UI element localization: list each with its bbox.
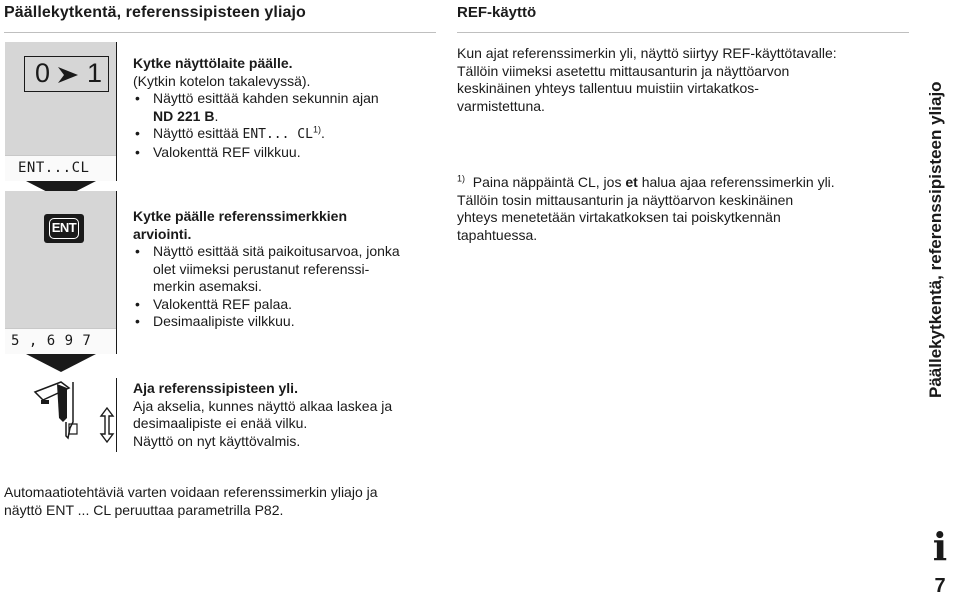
- list-item: • Desimaalipiste vilkkuu.: [133, 313, 400, 331]
- text-line: [457, 174, 897, 192]
- footnote-text: halua ajaa referenssimerkin yli.: [641, 174, 835, 190]
- lcd-inline-text: ENT... CL: [242, 127, 313, 142]
- step3-heading: Aja referenssipisteen yli.: [133, 380, 298, 396]
- list-item: • Valokenttä REF palaa.: [133, 296, 400, 314]
- lcd-readout-ent-cl: [5, 155, 117, 181]
- display-panel-power-on: [5, 42, 117, 181]
- footnote: [457, 174, 897, 244]
- step1-subline: (Kytkin kotelon takalevyssä).: [133, 72, 311, 89]
- page-title: Päällekytkentä, referenssipisteen yliajo: [4, 4, 306, 21]
- step2-heading-l2: arviointi.: [133, 225, 192, 242]
- text-line: Automaatiotehtäviä varten voidaan referenssimerkin yliajo ja: [4, 484, 378, 500]
- lcd-text: ENT...CL: [18, 160, 90, 176]
- emphasis-text: et: [625, 174, 638, 190]
- side-tab: [920, 0, 960, 610]
- step1-heading: Kytke näyttölaite päälle.: [133, 55, 293, 71]
- footnote-text: Paina näppäintä CL, jos: [472, 174, 622, 190]
- text-line: Kun ajat referenssimerkin yli, näyttö siirtyy REF-käyttötavalle:: [457, 45, 837, 61]
- page-number: 7: [934, 575, 946, 597]
- text-line: Tällöin viimeksi asetettu mittausanturin ja näyttöarvon: [457, 62, 790, 79]
- list-item: [133, 125, 379, 144]
- step2-heading-l1: Kytke päälle referenssimerkkien: [133, 208, 348, 224]
- text-line: tapahtuessa.: [457, 226, 538, 243]
- lcd-text: 5 , 6 9 7: [11, 333, 92, 349]
- text-line: yhteys menetetään virtakatkoksen tai poiskytkennän: [457, 209, 781, 225]
- text-line: varmistettuna.: [457, 97, 545, 114]
- footnote-mark: 1): [457, 173, 466, 184]
- column-separator: [116, 42, 117, 181]
- info-icon: i: [932, 524, 948, 569]
- list-item: [133, 90, 379, 125]
- display-digit-one: 1: [87, 58, 103, 88]
- ref-section-title: REF-käyttö: [457, 4, 537, 21]
- display-switch-graphic: [24, 56, 109, 92]
- lcd-readout-value: [5, 328, 117, 354]
- header-rule-left: [4, 32, 436, 33]
- bullet-end: .: [320, 125, 325, 141]
- step2-block: [133, 208, 400, 331]
- bullet-text: Näyttö esittää kahden sekunnin ajan: [153, 90, 379, 106]
- ref-paragraph: [457, 45, 897, 115]
- step1-block: [133, 55, 379, 161]
- text-line: näyttö ENT ... CL peruuttaa parametrilla P82.: [4, 502, 284, 518]
- step3-line: Aja akselia, kunnes näyttö alkaa laskea ja: [133, 397, 393, 414]
- text-line: keskinäinen yhteys tallentuu muistiin virtakatkos-: [457, 80, 759, 96]
- ent-key-label: ENT: [49, 218, 79, 239]
- arrow-right-icon: [56, 66, 80, 89]
- step3-line: Näyttö on nyt käyttövalmis.: [133, 432, 301, 449]
- bullet-text: Näyttö esittää: [153, 125, 239, 141]
- step2-bullets: [133, 243, 400, 331]
- probe-icon: [33, 378, 118, 458]
- column-separator: [116, 191, 117, 354]
- display-digit-zero: 0: [35, 58, 51, 88]
- bottom-note: [4, 483, 444, 519]
- step1-bullets: [133, 90, 379, 161]
- header-rule-right: [457, 32, 909, 33]
- display-panel-ent: [5, 191, 117, 354]
- list-item: • Valokenttä REF vilkkuu.: [133, 144, 379, 162]
- text-line: Tällöin tosin mittausanturin ja näyttöarvon keskinäinen: [457, 191, 794, 208]
- ent-key[interactable]: [44, 214, 84, 243]
- bullet-end: .: [214, 107, 219, 124]
- list-item: [133, 243, 400, 296]
- bullet-line: Näyttö esittää sitä paikoitusarvoa, jonka: [153, 243, 400, 259]
- bullet-line: merkin asemaksi.: [153, 278, 262, 294]
- footnote-mark: 1): [312, 124, 321, 135]
- step3-block: [133, 380, 392, 450]
- bullet-line: olet viimeksi perustanut referenssi-: [153, 260, 370, 277]
- side-tab-title: Päällekytkentä, referenssipisteen yliajo: [926, 81, 945, 398]
- model-name: ND 221 B: [153, 107, 215, 124]
- step3-line: desimaalipiste ei enää vilku.: [133, 415, 308, 431]
- down-arrow-icon: [26, 354, 96, 372]
